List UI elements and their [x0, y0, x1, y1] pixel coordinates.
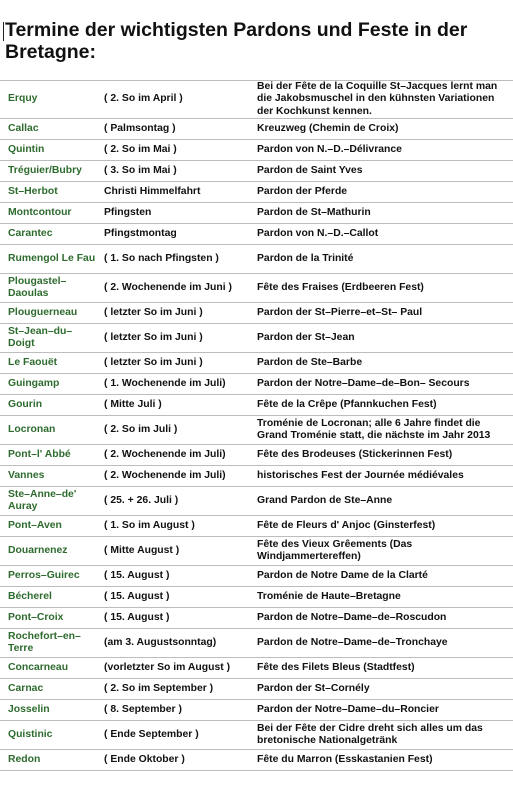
date-cell: Pfingsten [104, 206, 152, 218]
event-cell: Fête du Marron (Esskastanien Fest) [257, 753, 433, 765]
table-row [0, 700, 513, 721]
table-row [0, 416, 513, 445]
date-cell: ( 15. August ) [104, 590, 170, 602]
table-row [0, 303, 513, 324]
table-row [0, 119, 513, 140]
table-row [0, 81, 513, 119]
date-cell: ( Ende Oktober ) [104, 753, 185, 765]
date-cell: ( 2. So im Juli ) [104, 423, 178, 435]
date-cell: ( 15. August ) [104, 611, 170, 623]
date-cell: ( letzter So im Juni ) [104, 356, 203, 368]
date-cell: ( 1. So nach Pfingsten ) [104, 252, 219, 264]
table-row [0, 587, 513, 608]
place-cell: Pont–Croix [8, 611, 64, 623]
date-cell: ( Mitte Juli ) [104, 398, 162, 410]
place-cell: Locronan [8, 423, 56, 435]
table-row [0, 324, 513, 353]
event-cell: Fête des Filets Bleus (Stadtfest) [257, 661, 415, 673]
place-cell: Plouguerneau [8, 306, 78, 318]
date-cell: Pfingstmontag [104, 227, 177, 239]
table-row [0, 679, 513, 700]
table-row [0, 245, 513, 274]
date-cell: ( 2. Wochenende im Juni ) [104, 281, 232, 293]
place-cell: Montcontour [8, 206, 72, 218]
table-row [0, 353, 513, 374]
event-cell: Pardon von N.–D.–Délivrance [257, 143, 402, 155]
event-cell: Pardon de Ste–Barbe [257, 356, 363, 368]
table-row [0, 516, 513, 537]
date-cell: (am 3. Augustsonntag) [104, 636, 217, 648]
table-row [0, 161, 513, 182]
place-cell: Josselin [8, 703, 50, 715]
table-row [0, 658, 513, 679]
event-cell: Pardon de Notre–Dame–de–Tronchaye [257, 636, 448, 648]
place-cell: St–Herbot [8, 185, 58, 197]
event-cell: Pardon de Notre Dame de la Clarté [257, 569, 428, 581]
event-cell: Troménie de Haute–Bretagne [257, 590, 401, 602]
event-cell: Fête des Fraises (Erdbeeren Fest) [257, 281, 424, 293]
place-cell: Quintin [8, 143, 45, 155]
table-row [0, 374, 513, 395]
event-cell: Pardon der St–Pierre–et–St– Paul [257, 306, 423, 318]
event-cell: Fête des Vieux Grêements (Das Windjammertereffen) [257, 538, 413, 562]
table-row [0, 203, 513, 224]
event-cell: Pardon de Notre–Dame–de–Roscudon [257, 611, 447, 623]
place-cell: Perros–Guirec [8, 569, 80, 581]
place-cell: Redon [8, 753, 41, 765]
event-cell: Grand Pardon de Ste–Anne [257, 494, 393, 506]
events-table [0, 80, 513, 771]
date-cell: ( Palmsontag ) [104, 122, 176, 134]
table-row [0, 629, 513, 658]
place-cell: Ste–Anne–de' Auray [8, 488, 77, 512]
date-cell: ( 1. So im August ) [104, 519, 195, 531]
date-cell: ( 2. So im Mai ) [104, 143, 177, 155]
event-cell: Pardon de St–Mathurin [257, 206, 371, 218]
table-row [0, 224, 513, 245]
event-cell: Pardon der St–Cornély [257, 682, 370, 694]
table-row [0, 140, 513, 161]
place-cell: Gourin [8, 398, 43, 410]
date-cell: ( 15. August ) [104, 569, 170, 581]
place-cell: Rochefort–en–Terre [8, 630, 81, 654]
table-row [0, 537, 513, 566]
table-row [0, 487, 513, 516]
place-cell: Pont–Aven [8, 519, 62, 531]
event-cell: Fête de Fleurs d' Anjoc (Ginsterfest) [257, 519, 436, 531]
event-cell: Pardon de Saint Yves [257, 164, 363, 176]
table-row [0, 182, 513, 203]
date-cell: ( 3. So im Mai ) [104, 164, 177, 176]
place-cell: Douarnenez [8, 544, 68, 556]
place-cell: Erquy [8, 93, 38, 105]
event-cell: Pardon der St–Jean [257, 331, 355, 343]
place-cell: St–Jean–du–Doigt [8, 325, 73, 349]
event-cell: Pardon der Pferde [257, 185, 348, 197]
date-cell: ( 2. So im April ) [104, 93, 183, 105]
date-cell: ( 8. September ) [104, 703, 182, 715]
date-cell: ( 1. Wochenende im Juli) [104, 377, 226, 389]
text-cursor [3, 22, 4, 41]
date-cell: (vorletzter So im August ) [104, 661, 231, 673]
table-row [0, 445, 513, 466]
date-cell: ( 2. Wochenende im Juli) [104, 448, 226, 460]
place-cell: Concarneau [8, 661, 69, 673]
table-row [0, 566, 513, 587]
event-cell: Pardon von N.–D.–Callot [257, 227, 379, 239]
date-cell: Christi Himmelfahrt [104, 185, 201, 197]
date-cell: ( 25. + 26. Juli ) [104, 494, 179, 506]
table-row [0, 395, 513, 416]
date-cell: ( 2. So im September ) [104, 682, 214, 694]
date-cell: ( letzter So im Juni ) [104, 331, 203, 343]
place-cell: Callac [8, 122, 39, 134]
place-cell: Quistinic [8, 728, 53, 740]
table-row [0, 274, 513, 303]
event-cell: historisches Fest der Journée médiévales [257, 469, 464, 481]
date-cell: ( Mitte August ) [104, 544, 180, 556]
event-cell: Bei der Fête der Cidre dreht sich alles um das bretonische Nationalgetränk [257, 722, 483, 746]
event-cell: Kreuzweg (Chemin de Croix) [257, 122, 399, 134]
place-cell: Carantec [8, 227, 53, 239]
table-row [0, 721, 513, 750]
event-cell: Fête des Brodeuses (Stickerinnen Fest) [257, 448, 453, 460]
event-cell: Pardon der Notre–Dame–du–Roncier [257, 703, 439, 715]
table-row [0, 608, 513, 629]
event-cell: Pardon de la Trinité [257, 252, 354, 264]
place-cell: Pont–l' Abbé [8, 448, 71, 460]
date-cell: ( letzter So im Juni ) [104, 306, 203, 318]
place-cell: Le Faouët [8, 356, 58, 368]
place-cell: Plougastel–Daoulas [8, 275, 67, 299]
event-cell: Pardon der Notre–Dame–de–Bon– Secours [257, 377, 470, 389]
place-cell: Vannes [8, 469, 45, 481]
event-cell: Troménie de Locronan; alle 6 Jahre findet die Grand Troménie statt, die nächste im Jahr 2013 [257, 417, 491, 441]
page-title: Termine der wichtigsten Pardons und Feste in der Bretagne: [5, 19, 468, 63]
place-cell: Rumengol Le Fau [8, 252, 96, 264]
place-cell: Tréguier/Bubry [8, 164, 82, 176]
event-cell: Fête de la Crêpe (Pfannkuchen Fest) [257, 398, 437, 410]
place-cell: Guingamp [8, 377, 60, 389]
place-cell: Bécherel [8, 590, 52, 602]
table-row [0, 750, 513, 771]
place-cell: Carnac [8, 682, 44, 694]
date-cell: ( 2. Wochenende im Juli) [104, 469, 226, 481]
event-cell: Bei der Fête de la Coquille St–Jacques lernt man die Jakobsmuschel in den kühnsten Variationen der Kochkunst kennen. [257, 80, 498, 117]
table-row [0, 466, 513, 487]
date-cell: ( Ende September ) [104, 728, 199, 740]
